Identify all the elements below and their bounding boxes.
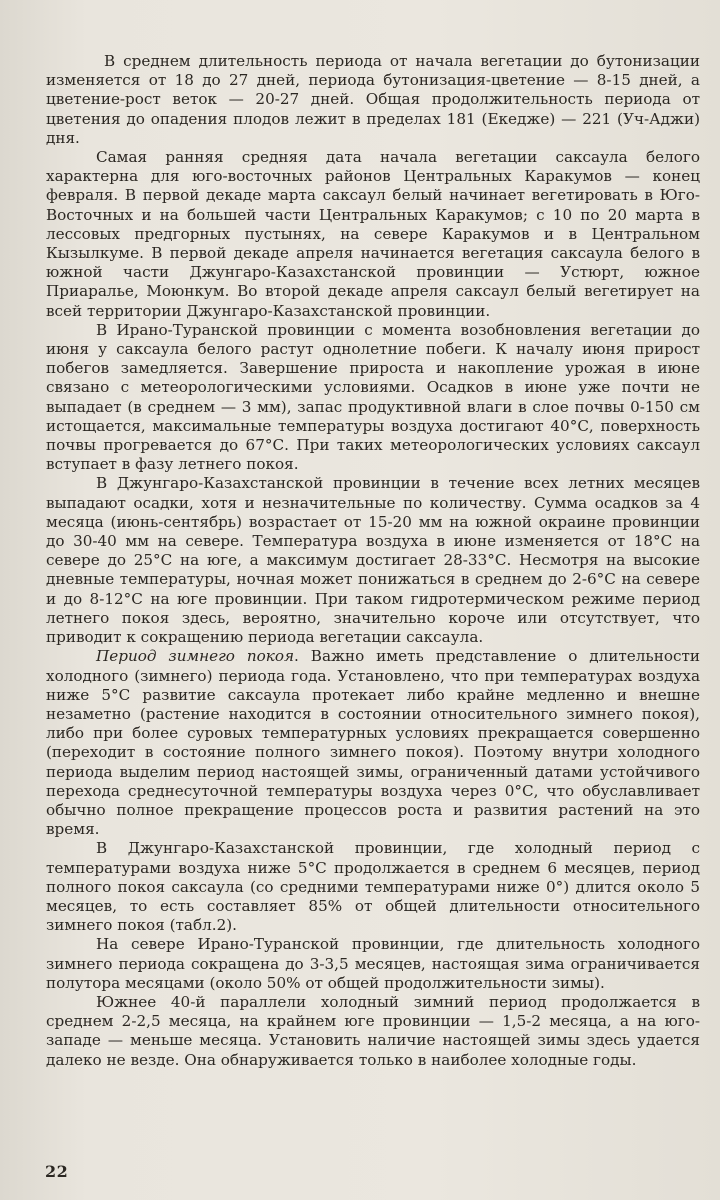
paragraph-text: В Ирано-Туранской провинции с момента возобновления вегетации до июня у саксаула белого растут однолетние побеги. К началу июня прирост побегов замедляется. Завершение прироста и накопление урожая в июне связано с метеорологическими условиями. Осадков в июне уже почти не выпадает (в среднем — 3 мм), запас продуктивной влаги в слое почвы 0-150 см истощается, максимальные температуры воздуха достигают 40°С, поверхность почвы прогревается до 67°С. При таких метеорологических условиях саксаул вступает в фазу летнего покоя. [46, 320, 700, 474]
paragraph-6 [46, 839, 700, 935]
paragraph-1 [46, 52, 700, 148]
paragraph-text: Южнее 40-й параллели холодный зимний период продолжается в среднем 2-2,5 месяца, на крайнем юге провинции — 1,5-2 месяца, а на юго-западе — меньше месяца. Установить наличие настоящей зимы здесь удается далеко не везде. Она обнаруживается только в наиболее холодные годы. [46, 992, 700, 1069]
paragraph-7 [46, 935, 700, 993]
paragraph-3 [46, 321, 700, 475]
paragraph-5 [46, 647, 700, 839]
page-number: 22 [45, 1162, 69, 1181]
paragraph-text: В среднем длительность периода от начала вегетации до бутонизации изменяется от 18 до 27 дней, периода бутонизация-цветение — 8-15 дней, а цветение-рост веток — 20-27 дней. Общая продолжительность периода от цветения до опадения плодов лежит в пределах 181 (Екедже) — 221 (Уч-Аджи) дня. [46, 52, 700, 147]
paragraph-4 [46, 474, 700, 647]
paragraph-text: В Джунгаро-Казахстанской провинции, где холодный период с температурами воздуха ниже 5°С продолжается в среднем 6 месяцев, период полного покоя саксаула (со средними температурами ниже 0°) длится около 5 месяцев, то есть составляет 85% от общей длительности относительного зимнего покоя (табл.2). [46, 839, 700, 935]
paragraph-text: На севере Ирано-Туранской провинции, где длительность холодного зимнего периода сокращена до 3-3,5 месяцев, настоящая зима ограничивается полутора месяцами (около 50% от общей продолжительности зимы). [46, 935, 700, 992]
paragraph-8 [46, 993, 700, 1070]
paragraph-2 [46, 148, 700, 321]
body-text [46, 52, 700, 1070]
paragraph-text: В Джунгаро-Казахстанской провинции в течение всех летних месяцев выпадают осадки, хотя и незначительные по количеству. Сумма осадков за 4 месяца (июнь-сентябрь) возрастает от 15-20 мм на южной окраине провинции до 30-40 мм на севере. Температура воздуха в июне изменяется от 18°С на севере до 25°С на юге, а максимум достигает 28-33°С. Несмотря на высокие дневные температуры, ночная может понижаться в среднем до 2-6°С на севере и до 8-12°С на юге провинции. При таком гидротермическом режиме период летнего покоя здесь, вероятно, значительно короче или отсутствует, что приводит к сокращению периода вегетации саксаула. [46, 474, 700, 647]
paragraph-text: Самая ранняя средняя дата начала вегетации саксаула белого характерна для юго-восточных районов Центральных Каракумов — конец февраля. В первой декаде марта саксаул белый начинает вегетировать в Юго-Восточных и на большей части Центральных Каракумов; с 10 по 20 марта в лессовых предгорных пустынях, на севере Каракумов и в Центральном Кызылкуме. В первой декаде апреля начинается вегетация саксаула белого в южной части Джунгаро-Казахстанской провинции — Устюрт, южное Приаралье, Моюнкум. Во второй декаде апреля саксаул белый вегетирует на всей территории Джунгаро-Казахстанской провинции. [46, 148, 700, 320]
section-heading-inline: Период зимнего покоя [96, 647, 295, 666]
paragraph-text: . Важно иметь представление о длительности холодного (зимнего) периода года. Установлено, что при температурах воздуха ниже 5°С развитие саксаула протекает либо крайне медленно и внешне незаметно (растение находится в состоянии относительного зимнего покоя), либо при более суровых температурных условиях прекращается совершенно (переходит в состояние полного зимнего покоя). Поэтому внутри холодного периода выделим период настоящей зимы, ограниченный датами устойчивого перехода среднесуточной температуры воздуха через 0°С, что обуславливает обычно полное прекращение процессов роста и развития растений на это время. [46, 647, 700, 839]
